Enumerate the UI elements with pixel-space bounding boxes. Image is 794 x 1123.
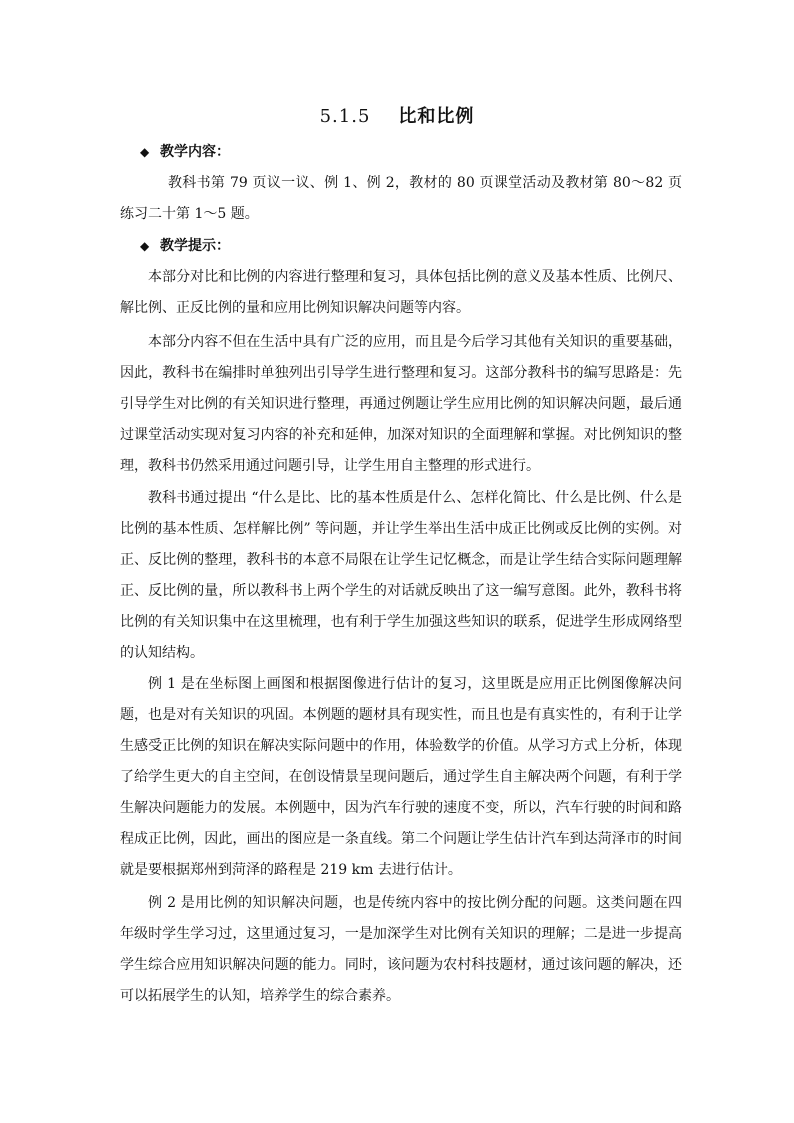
diamond-bullet-icon: ◆ <box>140 145 150 159</box>
paragraph-content: 教科书第 79 页议一议、例 1、例 2，教材的 80 页课堂活动及教材第 80～82 页练习二十第 1～5 题。 <box>120 175 682 222</box>
diamond-bullet-icon: ◆ <box>140 239 150 253</box>
section-number: 5.1.5 <box>319 106 371 127</box>
section-title: 比和比例 <box>398 106 475 127</box>
paragraph-5: 例 2 是用比例的知识解决问题，也是传统内容中的按比例分配的问题。这类问题在四年级时学生学习过，这里通过复习，一是加深学生对比例有关知识的理解；二是进一步提高学生综合应用知识解决问题的能力。同时，该问题为农村科技题材，通过该问题的解决，还可以拓展学生的认知，培养学生的综合素养。 <box>120 895 682 1004</box>
paragraph-4: 例 1 是在坐标图上画图和根据图像进行估计的复习，这里既是应用正比例图像解决问题，也是对有关知识的巩固。本例题的题材具有现实性，而且也是有真实性的，有利于让学生感受正比例的知识在解决实际问题中的作用，体验数学的价值。从学习方式上分析，体现了给学生更大的自主空间，在创设情景呈现问题后，通过学生自主解决两个问题，有利于学生解决问题能力的发展。本例题中，因为汽车行驶的速度不变，所以，汽车行驶的时间和路程成正比例，因此，画出的图应是一条直线。第二个问题让学生估计汽车到达菏泽市的时间就是要根据郑州到菏泽的路程是 219 km 去进行估计。 <box>120 676 682 878</box>
heading-label: 教学内容： <box>160 144 230 160</box>
heading-teaching-hints <box>140 236 230 256</box>
paragraph-1: 本部分对比和比例的内容进行整理和复习，具体包括比例的意义及基本性质、比例尺、解比例、正反比例的量和应用比例知识解决问题等内容。 <box>120 269 682 316</box>
heading-teaching-content <box>140 142 230 162</box>
paragraph-2: 本部分内容不但在生活中具有广泛的应用，而且是今后学习其他有关知识的重要基础，因此，教科书在编排时单独列出引导学生进行整理和复习。这部分教科书的编写思路是：先引导学生对比例的有关知识进行整理，再通过例题让学生应用比例的知识解决问题，最后通过课堂活动实现对复习内容的补充和延伸，加深对知识的全面理解和掌握。对比例知识的整理，教科书仍然采用通过问题引导，让学生用自主整理的形式进行。 <box>120 334 682 474</box>
paragraph-3: 教科书通过提出 “什么是比、比的基本性质是什么、怎样化简比、什么是比例、什么是比例的基本性质、怎样解比例” 等问题，并让学生举出生活中成正比例或反比例的实例。对正、反比例的整理，教科书的本意不局限在让学生记忆概念，而是让学生结合实际问题理解正、反比例的量，所以教科书上两个学生的对话就反映出了这一编写意图。此外，教科书将比例的有关知识集中在这里梳理，也有利于学生加强这些知识的联系，促进学生形成网络型的认知结构。 <box>120 490 682 661</box>
heading-label: 教学提示： <box>160 238 230 254</box>
page-title <box>0 104 794 130</box>
